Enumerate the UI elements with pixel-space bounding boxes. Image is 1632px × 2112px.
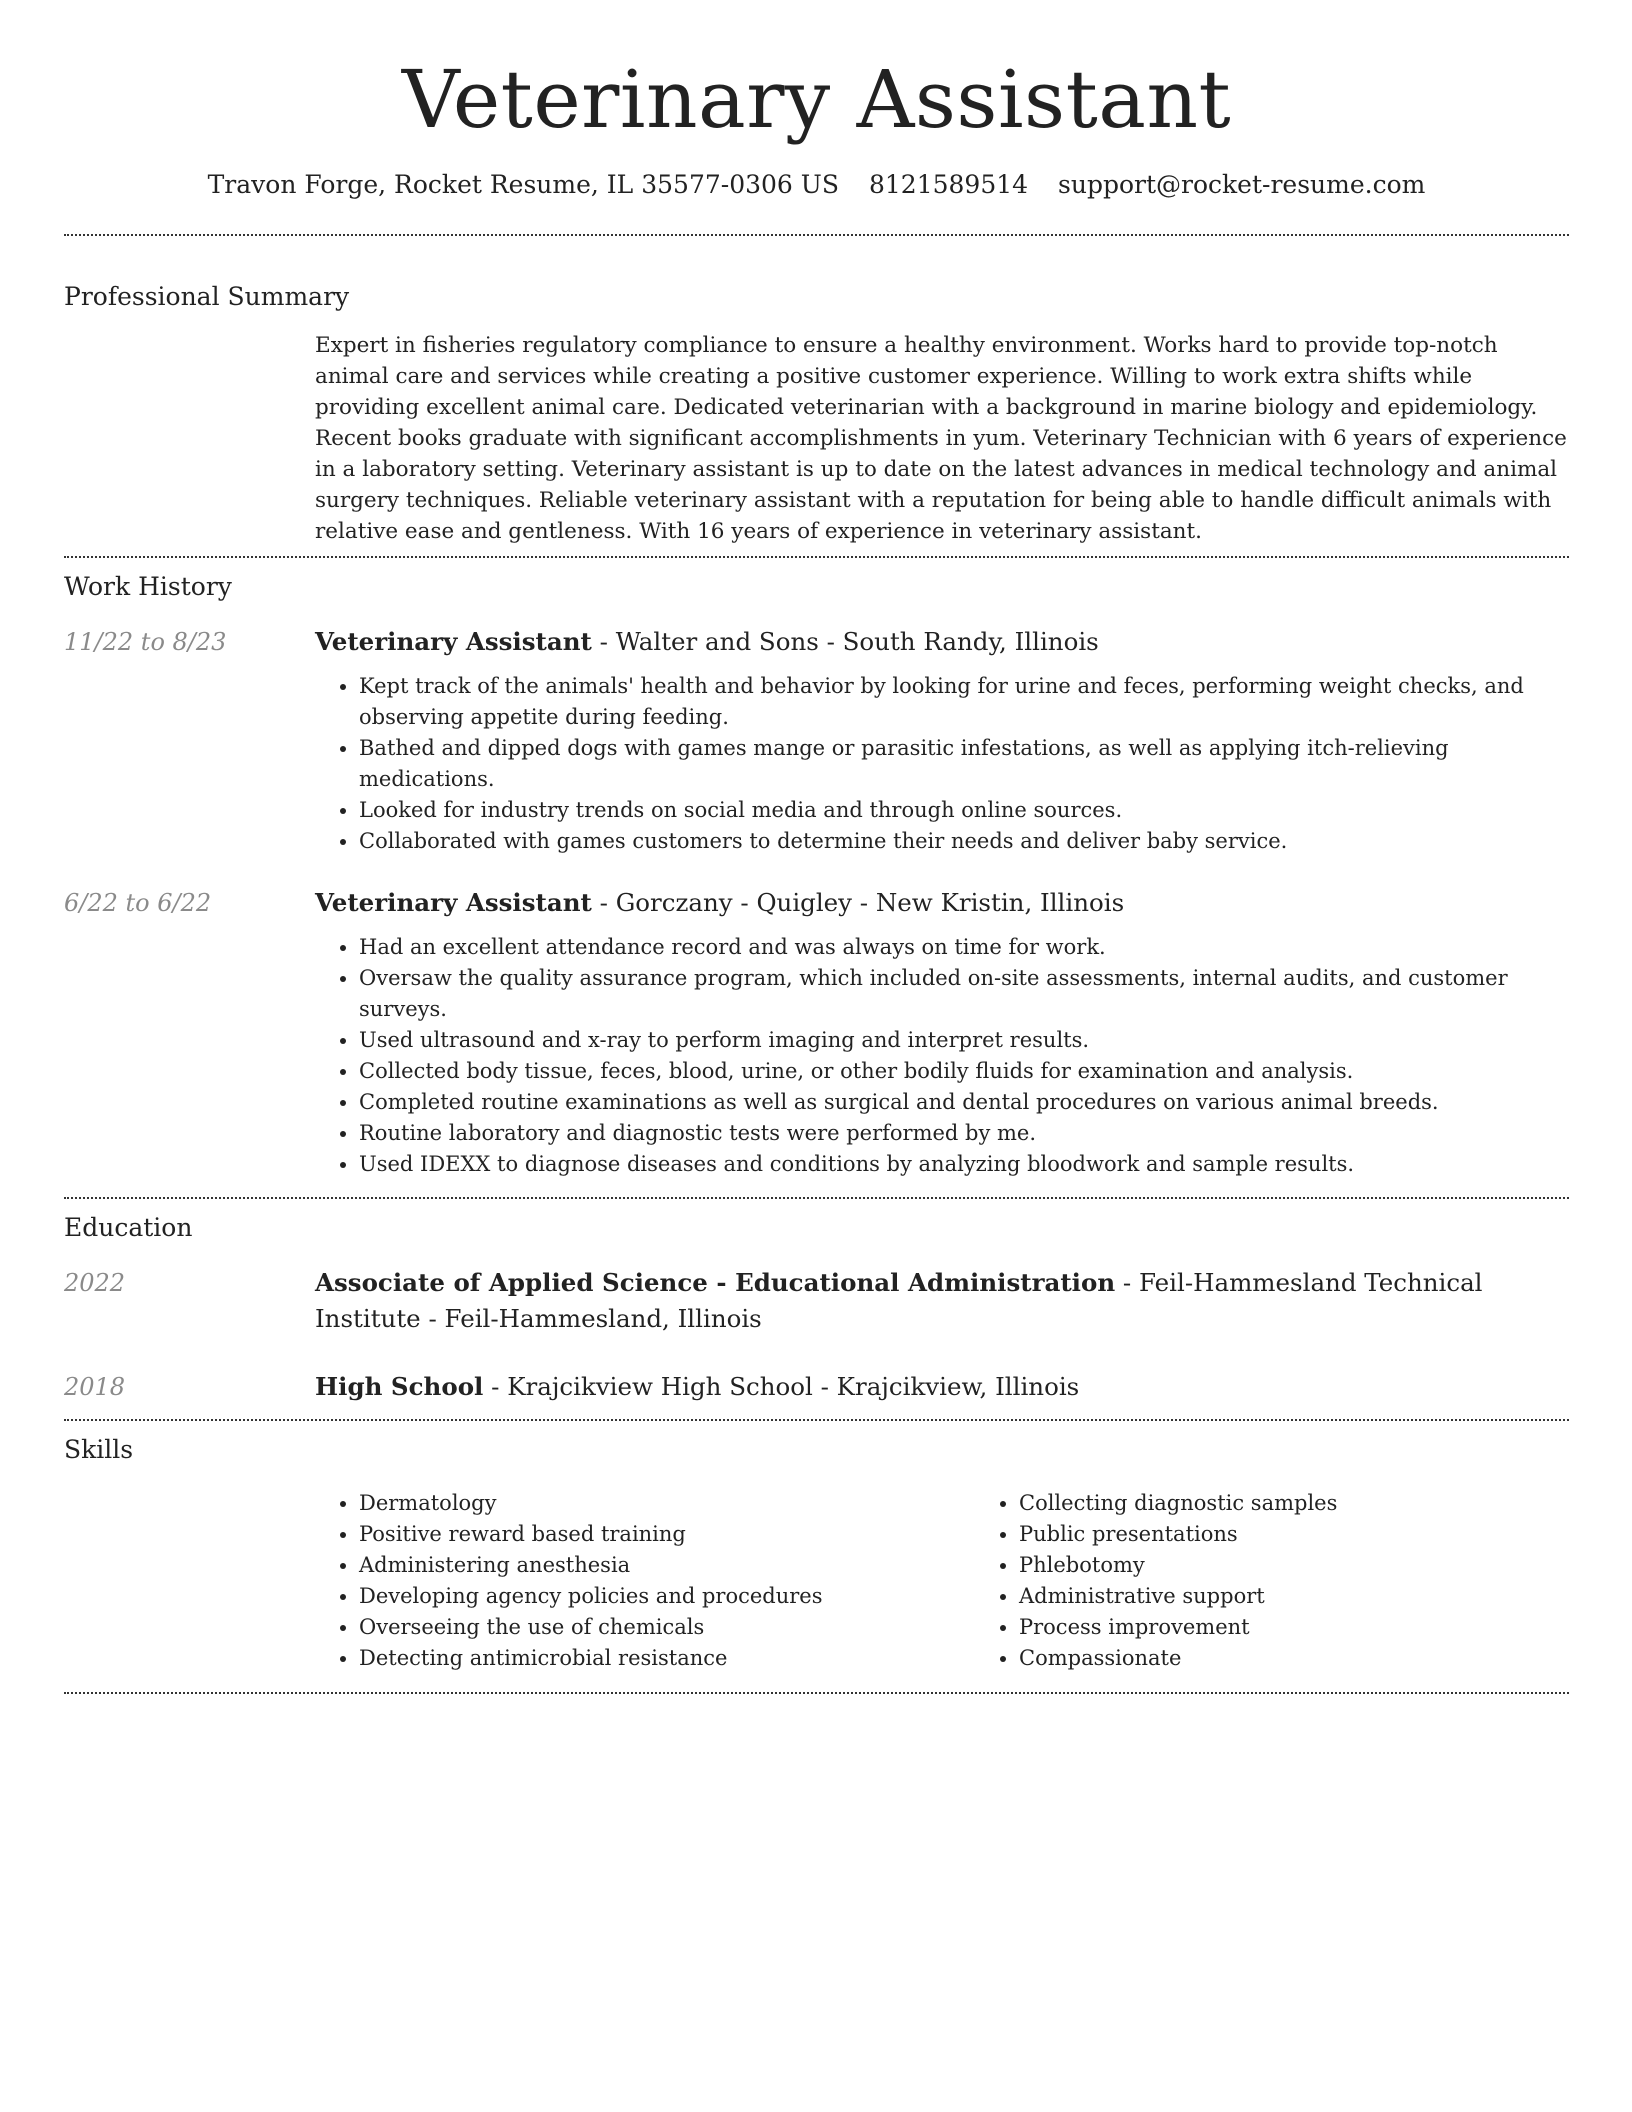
skill-item: • Process improvement <box>1019 1612 1569 1643</box>
divider-header <box>64 234 1569 236</box>
divider-work <box>64 1197 1569 1199</box>
job-title <box>315 624 1569 660</box>
list-item: • Collected body tissue, feces, blood, urine, or other bodily fluids for examination and analysis. <box>359 1056 1569 1087</box>
summary-heading: Professional Summary <box>64 282 350 311</box>
list-item: • Looked for industry trends on social media and through online sources. <box>359 795 1569 826</box>
skills-column-left <box>315 1488 975 1674</box>
divider-summary <box>64 556 1569 558</box>
skill-item: • Positive reward based training <box>359 1519 975 1550</box>
job-details: - Gorczany - Quigley - New Kristin, Illinois <box>591 888 1125 917</box>
skill-item: • Dermatology <box>359 1488 975 1519</box>
skills-list <box>315 1488 1569 1674</box>
skills-heading: Skills <box>64 1435 134 1464</box>
skill-item: • Administering anesthesia <box>359 1550 975 1581</box>
resume-title: Veterinary Assistant <box>401 53 1232 146</box>
job-dates: 6/22 to 6/22 <box>64 889 212 917</box>
job-role: Veterinary Assistant <box>315 627 592 656</box>
job-entry <box>64 624 1569 857</box>
divider-education <box>64 1419 1569 1421</box>
contact-line <box>64 168 1569 202</box>
education-title <box>315 1369 1569 1405</box>
list-item: • Oversaw the quality assurance program, which included on-site assessments, internal audits, and customer surveys. <box>359 963 1569 1025</box>
list-item: • Completed routine examinations as well as surgical and dental procedures on various animal breeds. <box>359 1087 1569 1118</box>
skill-item: • Administrative support <box>1019 1581 1569 1612</box>
contact-email: support@rocket-resume.com <box>1058 170 1426 199</box>
job-dates: 11/22 to 8/23 <box>64 628 227 656</box>
list-item: • Routine laboratory and diagnostic tests were performed by me. <box>359 1118 1569 1149</box>
summary-text: Expert in fisheries regulatory compliance to ensure a healthy environment. Works hard to provide top-notch animal care and services while creating a positive customer experience. Willing to work extra shifts while providing excellent animal care. Dedicated veterinarian with a background in marine biology and epidemiology. Recent books graduate with significant accomplishments in yum. Veterinary Technician with 6 years of experience in a laboratory setting. Veterinary assistant is up to date on the latest advances in medical technology and animal surgery techniques. Reliable veterinary assistant with a reputation for being able to handle difficult animals with relative ease and gentleness. With 16 years of experience in veterinary assistant. <box>315 333 1567 544</box>
job-bullets <box>315 671 1569 857</box>
list-item: • Used IDEXX to diagnose diseases and conditions by analyzing bloodwork and sample results. <box>359 1149 1569 1180</box>
work-history-heading: Work History <box>64 572 232 601</box>
job-details: - Walter and Sons - South Randy, Illinois <box>591 627 1099 656</box>
skill-item: • Collecting diagnostic samples <box>1019 1488 1569 1519</box>
education-title <box>315 1265 1569 1337</box>
work-history-section <box>64 570 1569 1180</box>
education-details: - Feil-Hammesland Technical Institute - Feil-Hammesland, Illinois <box>315 1268 1483 1333</box>
contact-phone: 8121589514 <box>868 170 1029 199</box>
education-section <box>64 1211 1569 1405</box>
contact-address: Travon Forge, Rocket Resume, IL 35577-0306 US <box>207 170 839 199</box>
skill-item: • Developing agency policies and procedures <box>359 1581 975 1612</box>
skill-item: • Overseeing the use of chemicals <box>359 1612 975 1643</box>
education-year: 2018 <box>64 1373 126 1401</box>
skills-section <box>64 1433 1569 1674</box>
list-item: • Had an excellent attendance record and was always on time for work. <box>359 932 1569 963</box>
skill-item: • Detecting antimicrobial resistance <box>359 1643 975 1674</box>
divider-skills <box>64 1692 1569 1694</box>
list-item: • Kept track of the animals' health and behavior by looking for urine and feces, performing weight checks, and observing appetite during feeding. <box>359 671 1569 733</box>
education-year: 2022 <box>64 1269 126 1297</box>
list-item: • Used ultrasound and x-ray to perform imaging and interpret results. <box>359 1025 1569 1056</box>
education-degree: High School <box>315 1372 484 1401</box>
education-details: - Krajcikview High School - Krajcikview, Illinois <box>483 1372 1080 1401</box>
education-heading: Education <box>64 1213 193 1242</box>
skills-column-right <box>975 1488 1569 1674</box>
skill-item: • Phlebotomy <box>1019 1550 1569 1581</box>
summary-section <box>64 280 1569 547</box>
education-entry <box>64 1369 1569 1405</box>
list-item: • Collaborated with games customers to determine their needs and deliver baby service. <box>359 826 1569 857</box>
job-bullets <box>315 932 1569 1180</box>
resume-page <box>64 0 1569 1694</box>
job-entry <box>64 885 1569 1180</box>
skill-item: • Public presentations <box>1019 1519 1569 1550</box>
education-degree: Associate of Applied Science - Educational Administration <box>315 1268 1116 1297</box>
list-item: • Bathed and dipped dogs with games mange or parasitic infestations, as well as applying itch-relieving medications. <box>359 733 1569 795</box>
education-entry <box>64 1265 1569 1337</box>
job-role: Veterinary Assistant <box>315 888 592 917</box>
job-title <box>315 885 1569 921</box>
skill-item: • Compassionate <box>1019 1643 1569 1674</box>
